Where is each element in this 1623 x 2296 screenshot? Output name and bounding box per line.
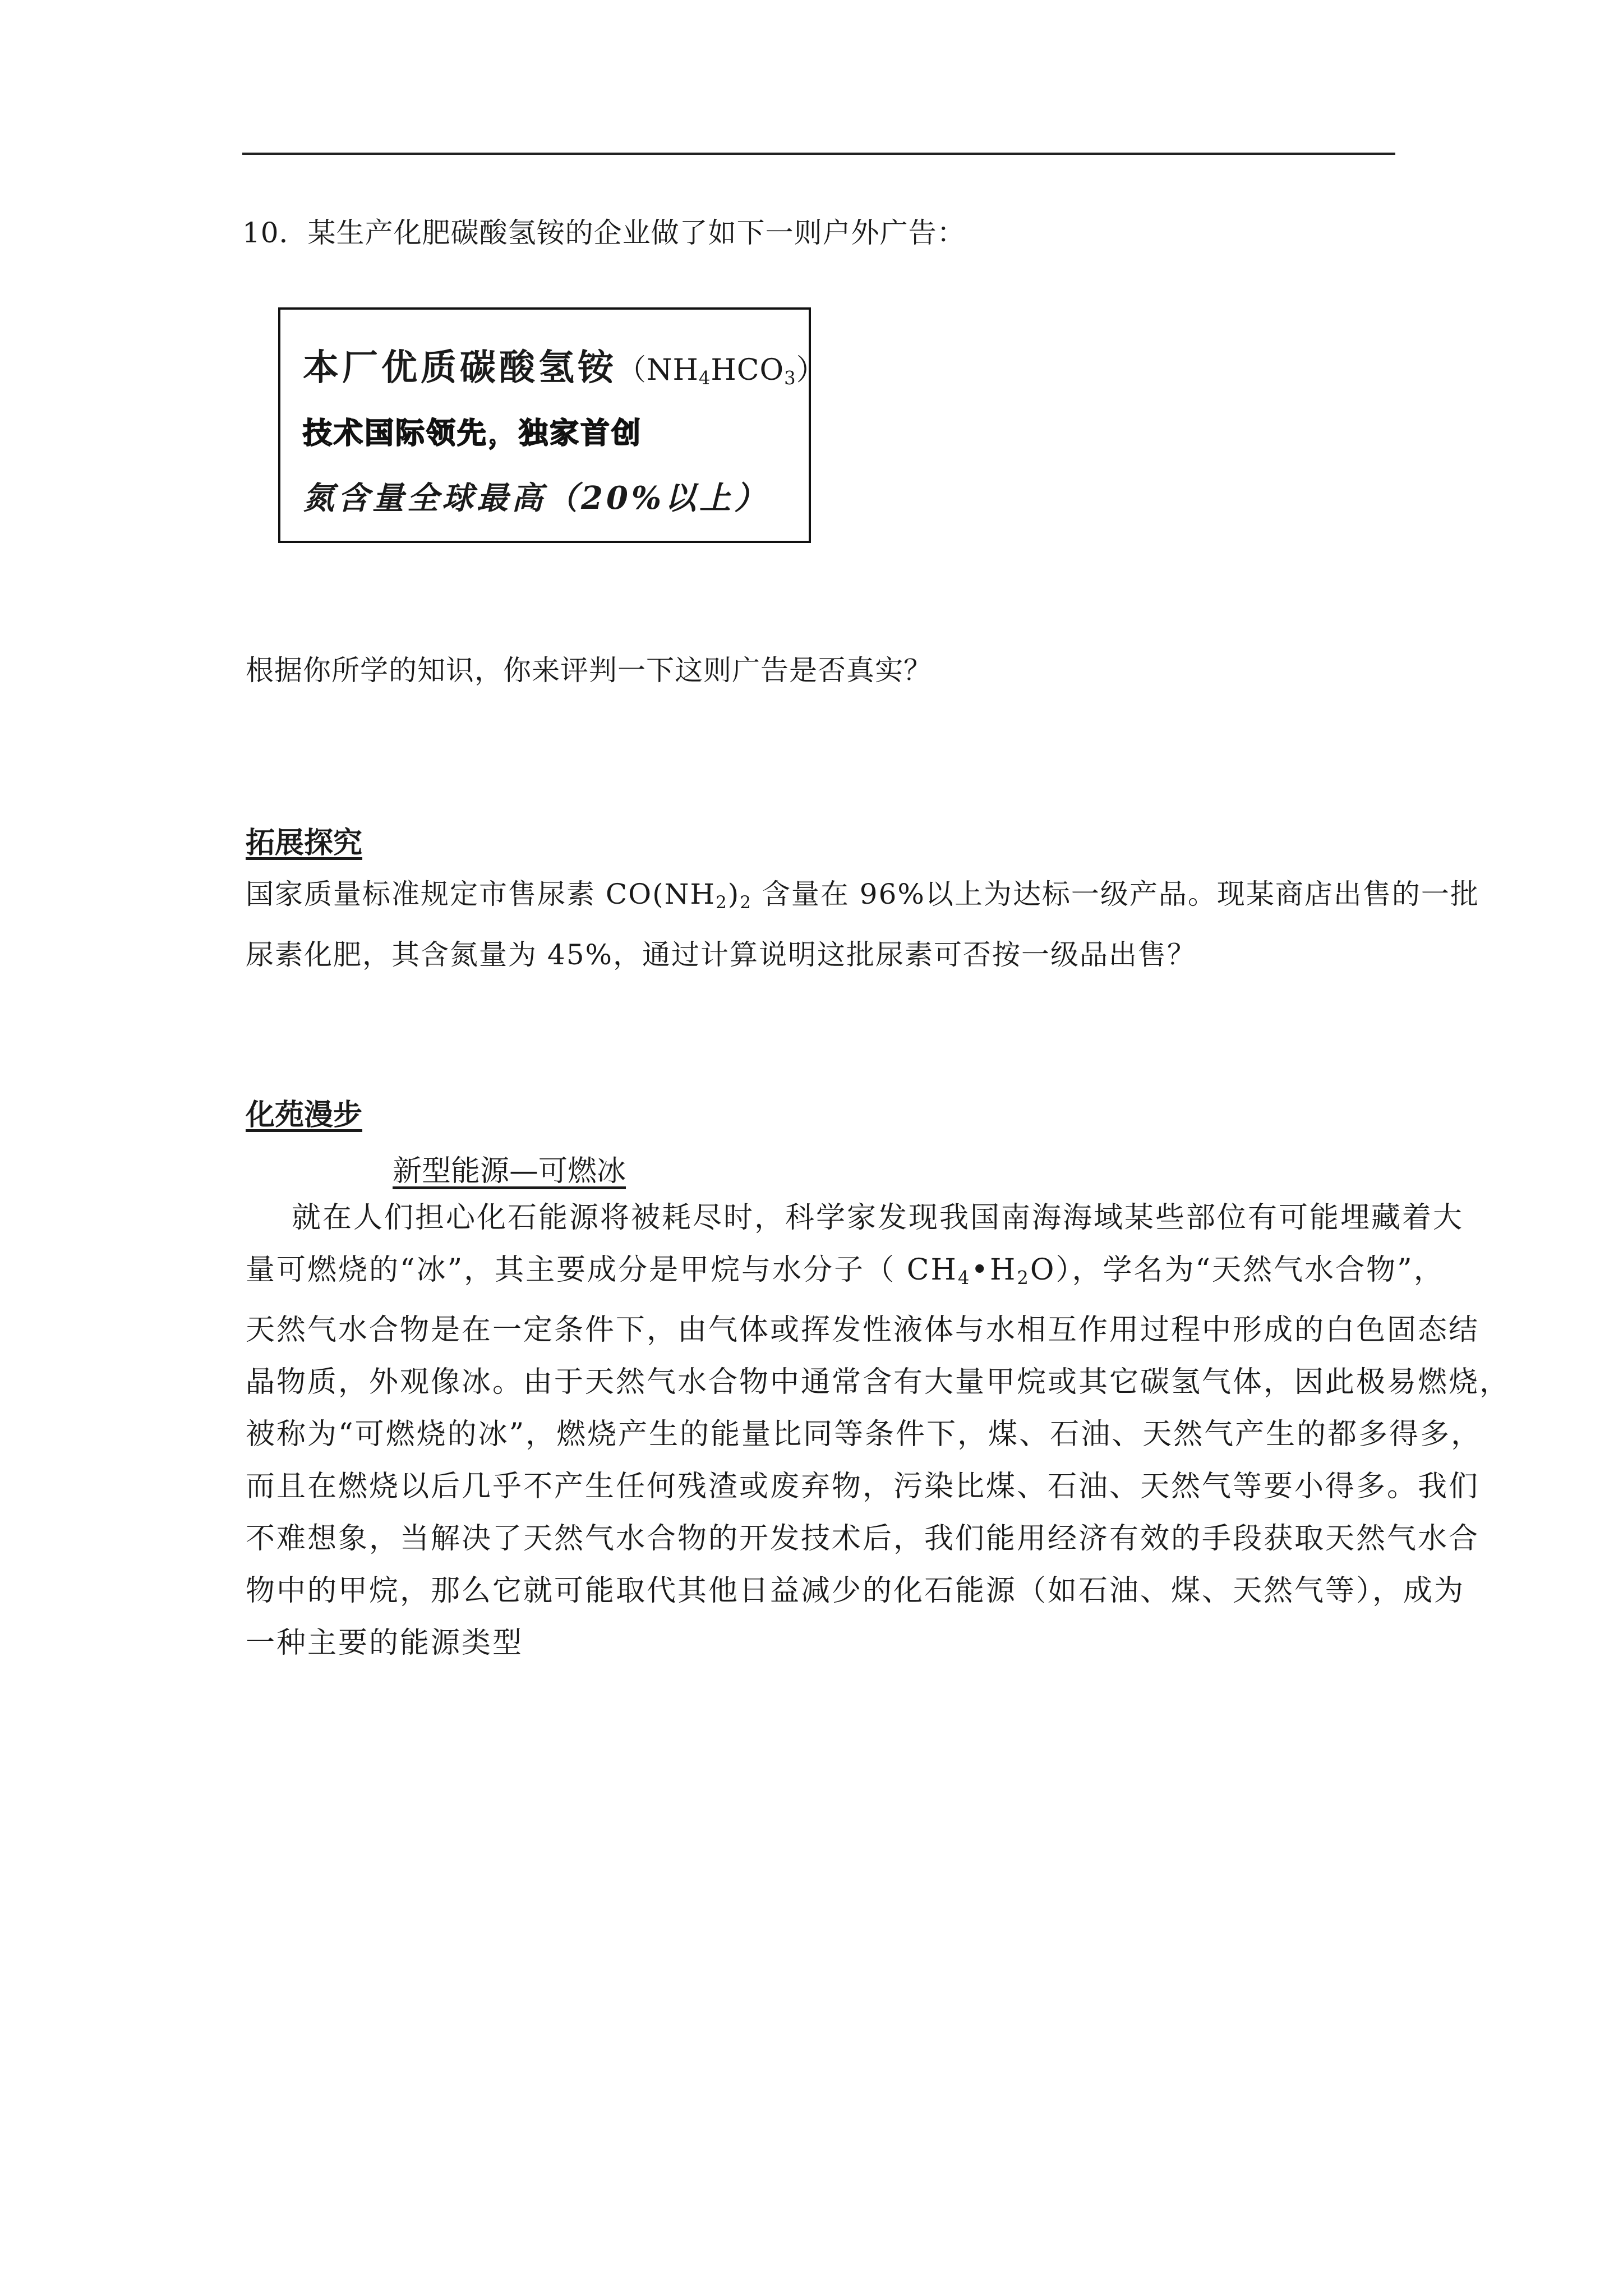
reading-sub-2: 2 (1017, 1267, 1030, 1289)
question-10-intro: 10．某生产化肥碳酸氢铵的企业做了如下一则户外广告： (242, 217, 966, 249)
reading-line-2-mid: •H (971, 1253, 1017, 1287)
ext-sub-2: 2 (740, 892, 752, 913)
question-10-prompt: 根据你所学的知识，你来评判一下这则广告是否真实？ (246, 654, 932, 687)
extension-paragraph (246, 868, 1479, 981)
ext-text-a: 国家质量标准规定市售尿素 CO(NH (246, 878, 716, 910)
ad-claim-nitrogen: 氮含量全球最高（20%以上） (303, 480, 769, 517)
ad-formula (617, 353, 826, 387)
extension-heading: 拓展探究 (246, 826, 363, 860)
reading-line-3: 天然气水合物是在一定条件下，由气体或挥发性液体与水相互作用过程中形成的白色固态结 (246, 1313, 1480, 1347)
reading-line-2-a: 量可燃烧的“冰”，其主要成分是甲烷与水分子（ CH (246, 1253, 958, 1287)
formula-sub-1: 4 (698, 367, 711, 389)
reading-line-2-end: O），学名为“天然气水合物”， (1030, 1253, 1445, 1287)
reading-line-4: 晶物质，外观像冰。由于天然气水合物中通常含有大量甲烷或其它碳氢气体，因此极易燃烧， (246, 1365, 1511, 1400)
reading-line-6: 而且在燃烧以后几乎不产生任何残渣或废弃物，污染比煤、石油、天然气等要小得多。我们 (246, 1470, 1480, 1504)
reading-subtitle: 新型能源—可燃冰 (393, 1154, 626, 1188)
header-rule (242, 153, 1395, 155)
ext-sub-1: 2 (716, 892, 728, 913)
ad-headline (303, 339, 826, 390)
advertisement-box (278, 307, 826, 543)
extension-line-2: 尿素化肥，其含氮量为 45%，通过计算说明这批尿素可否按一级品出售？ (246, 938, 1197, 971)
ext-text-b: ) (727, 878, 740, 910)
reading-paragraph (246, 1192, 1511, 1669)
reading-sub-1: 4 (957, 1267, 971, 1289)
ad-claim-technology: 技术国际领先，独家首创 (303, 416, 643, 450)
reading-line-2 (246, 1244, 1445, 1304)
reading-line-8: 物中的甲烷，那么它就可能取代其他日益减少的化石能源（如石油、煤、天然气等），成为 (246, 1574, 1465, 1608)
reading-line-5: 被称为“可燃烧的冰”，燃烧产生的能量比同等条件下，煤、石油、天然气产生的都多得多， (246, 1418, 1482, 1452)
reading-line-1: 就在人们担心化石能源将被耗尽时，科学家发现我国南海海域某些部位有可能埋藏着大 (292, 1201, 1464, 1235)
ad-headline-text: 本厂优质碳酸氢铵 (303, 347, 617, 389)
formula-prefix: （NH (617, 353, 699, 387)
formula-mid: HCO (711, 353, 785, 387)
reading-line-7: 不难想象，当解决了天然气水合物的开发技术后，我们能用经济有效的手段获取天然气水合 (246, 1522, 1480, 1556)
formula-suffix: ） (796, 353, 826, 387)
ext-text-c: 含量在 96%以上为达标一级产品。现某商店出售的一批 (752, 878, 1479, 910)
reading-line-9: 一种主要的能源类型 (246, 1626, 524, 1660)
formula-sub-2: 3 (784, 367, 796, 389)
reading-heading: 化苑漫步 (246, 1098, 363, 1132)
extension-line-1 (246, 868, 1479, 929)
